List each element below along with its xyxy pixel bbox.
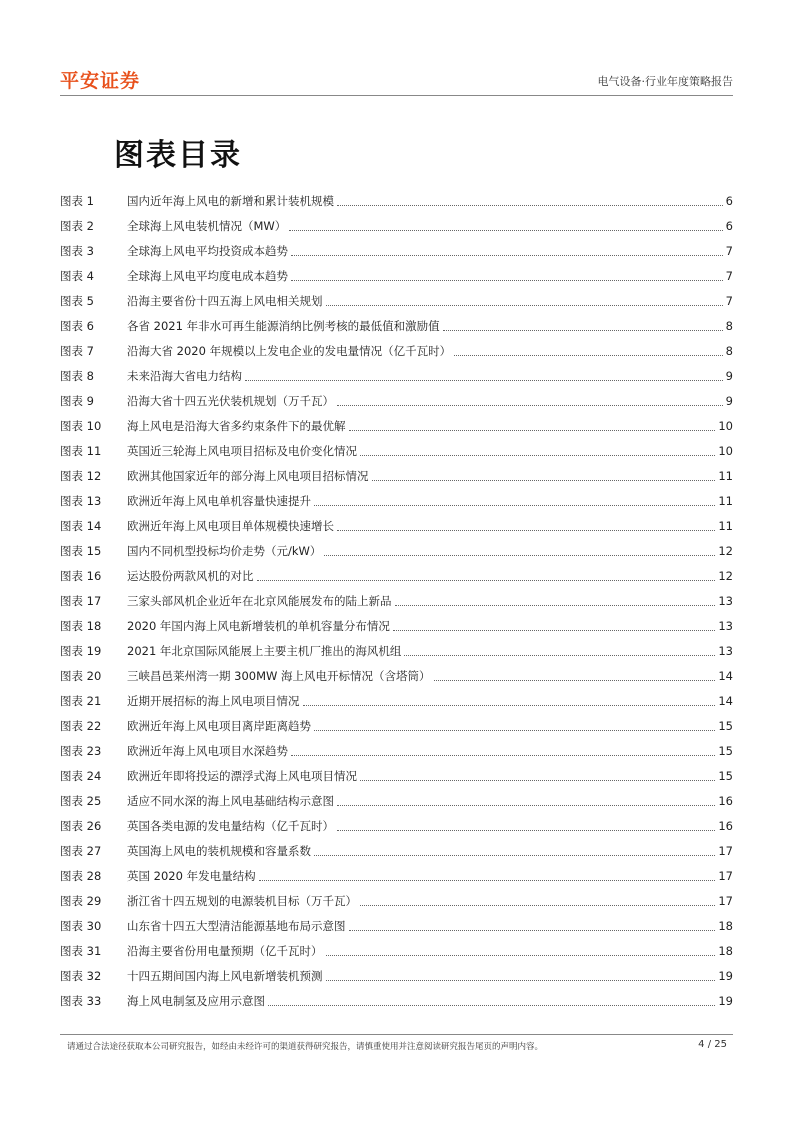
- toc-entry-page: 11: [718, 493, 733, 508]
- footer-divider: [60, 1034, 733, 1035]
- toc-dot-leader: [326, 954, 716, 956]
- toc-entry-label: 图表 23: [60, 743, 102, 758]
- toc-entry-label: 图表 16: [60, 568, 102, 583]
- toc-entry[interactable]: [60, 488, 733, 513]
- toc-dot-leader: [289, 229, 722, 231]
- toc-dot-leader: [337, 804, 715, 806]
- toc-dot-leader: [337, 829, 715, 831]
- toc-entry[interactable]: [60, 738, 733, 763]
- toc-entry-page: 18: [718, 943, 733, 958]
- toc-entry-label: 图表 25: [60, 793, 102, 808]
- toc-entry-title: 全球海上风电平均度电成本趋势: [127, 268, 288, 283]
- toc-entry[interactable]: [60, 863, 733, 888]
- toc-entry[interactable]: [60, 813, 733, 838]
- toc-entry-page: 15: [718, 768, 733, 783]
- toc-entry-label: 图表 11: [60, 443, 102, 458]
- toc-entry-title: 各省 2021 年非水可再生能源消纳比例考核的最低值和激励值: [127, 318, 440, 333]
- toc-entry[interactable]: [60, 688, 733, 713]
- toc-entry[interactable]: [60, 613, 733, 638]
- toc-entry-label: 图表 14: [60, 518, 102, 533]
- toc-entry-page: 19: [718, 993, 733, 1008]
- toc-entry-title: 欧洲其他国家近年的部分海上风电项目招标情况: [127, 468, 369, 483]
- toc-dot-leader: [434, 679, 716, 681]
- toc-dot-leader: [443, 329, 723, 331]
- toc-dot-leader: [257, 579, 716, 581]
- toc-dot-leader: [349, 429, 716, 431]
- toc-entry-page: 10: [718, 418, 733, 433]
- toc-entry-label: 图表 10: [60, 418, 102, 433]
- toc-entry-title: 沿海主要省份十四五海上风电相关规划: [127, 293, 323, 308]
- toc-entry-page: 15: [718, 743, 733, 758]
- toc-entry[interactable]: [60, 463, 733, 488]
- toc-entry-title: 沿海大省 2020 年规模以上发电企业的发电量情况（亿千瓦时）: [127, 343, 452, 358]
- toc-entry-page: 17: [718, 868, 733, 883]
- toc-dot-leader: [314, 504, 715, 506]
- toc-entry-page: 19: [718, 968, 733, 983]
- toc-dot-leader: [291, 279, 723, 281]
- toc-entry[interactable]: [60, 288, 733, 313]
- toc-entry-title: 国内不同机型投标均价走势（元/kW）: [127, 543, 322, 558]
- toc-entry-title: 英国 2020 年发电量结构: [127, 868, 256, 883]
- toc-dot-leader: [360, 454, 715, 456]
- toc-entry-label: 图表 18: [60, 618, 102, 633]
- toc-entry-title: 适应不同水深的海上风电基础结构示意图: [127, 793, 334, 808]
- toc-entry-page: 16: [718, 793, 733, 808]
- toc-entry-page: 8: [725, 343, 733, 358]
- toc-entry-page: 6: [725, 193, 733, 208]
- toc-entry[interactable]: [60, 763, 733, 788]
- toc-entry-title: 欧洲近年海上风电项目水深趋势: [127, 743, 288, 758]
- toc-entry-page: 9: [725, 393, 733, 408]
- toc-entry-label: 图表 31: [60, 943, 102, 958]
- toc-dot-leader: [337, 404, 723, 406]
- toc-entry-title: 2021 年北京国际风能展上主要主机厂推出的海风机组: [127, 643, 402, 658]
- toc-entry-page: 18: [718, 918, 733, 933]
- toc-entry-title: 未来沿海大省电力结构: [127, 368, 242, 383]
- toc-dot-leader: [395, 604, 716, 606]
- toc-dot-leader: [245, 379, 723, 381]
- toc-entry-label: 图表 28: [60, 868, 102, 883]
- toc-dot-leader: [314, 729, 715, 731]
- toc-entry-page: 14: [718, 693, 733, 708]
- toc-entry-label: 图表 24: [60, 768, 102, 783]
- toc-entry-title: 全球海上风电装机情况（MW）: [127, 218, 287, 233]
- toc-entry-label: 图表 26: [60, 818, 102, 833]
- toc-dot-leader: [337, 529, 715, 531]
- toc-entry-page: 14: [718, 668, 733, 683]
- toc-entry-page: 11: [718, 468, 733, 483]
- report-type: 电气设备·行业年度策略报告: [597, 75, 733, 88]
- toc-entry-title: 海上风电是沿海大省多约束条件下的最优解: [127, 418, 346, 433]
- toc-entry-title: 国内近年海上风电的新增和累计装机规模: [127, 193, 334, 208]
- toc-entry[interactable]: [60, 888, 733, 913]
- toc-dot-leader: [291, 254, 723, 256]
- toc-dot-leader: [259, 879, 716, 881]
- toc-entry[interactable]: [60, 913, 733, 938]
- toc-entry-title: 山东省十四五大型清洁能源基地布局示意图: [127, 918, 346, 933]
- toc-entry[interactable]: [60, 363, 733, 388]
- toc-entry-label: 图表 22: [60, 718, 102, 733]
- page-number: 4 / 25: [698, 1039, 727, 1050]
- toc-entry-label: 图表 3: [60, 243, 94, 258]
- toc-entry[interactable]: [60, 663, 733, 688]
- toc-entry[interactable]: [60, 313, 733, 338]
- page-title: 图表目录: [114, 138, 242, 173]
- toc-dot-leader: [326, 304, 723, 306]
- toc-entry-page: 7: [725, 243, 733, 258]
- toc-entry[interactable]: [60, 188, 733, 213]
- toc-entry[interactable]: [60, 213, 733, 238]
- toc-dot-leader: [324, 554, 715, 556]
- toc-entry-page: 13: [718, 593, 733, 608]
- toc-entry-page: 10: [718, 443, 733, 458]
- toc-entry-label: 图表 29: [60, 893, 102, 908]
- toc-entry-title: 欧洲近年海上风电项目离岸距离趋势: [127, 718, 311, 733]
- toc-entry-page: 17: [718, 893, 733, 908]
- toc-entry-title: 十四五期间国内海上风电新增装机预测: [127, 968, 323, 983]
- toc-entry-label: 图表 4: [60, 268, 94, 283]
- toc-entry-title: 英国近三轮海上风电项目招标及电价变化情况: [127, 443, 357, 458]
- toc-entry-label: 图表 2: [60, 218, 94, 233]
- toc-entry-label: 图表 1: [60, 193, 94, 208]
- toc-entry[interactable]: [60, 638, 733, 663]
- toc-entry-title: 三峡昌邑莱州湾一期 300MW 海上风电开标情况（含塔筒）: [127, 668, 431, 683]
- toc-entry-title: 全球海上风电平均投资成本趋势: [127, 243, 288, 258]
- toc-dot-leader: [393, 629, 715, 631]
- toc-entry-page: 7: [725, 293, 733, 308]
- toc-dot-leader: [337, 204, 723, 206]
- toc-dot-leader: [360, 904, 715, 906]
- toc-dot-leader: [268, 1004, 715, 1006]
- toc-entry-title: 欧洲近年即将投运的漂浮式海上风电项目情况: [127, 768, 357, 783]
- toc-entry[interactable]: [60, 538, 733, 563]
- toc-entry-label: 图表 8: [60, 368, 94, 383]
- toc-dot-leader: [291, 754, 715, 756]
- company-logo: 平安证券: [60, 70, 141, 92]
- toc-entry-title: 欧洲近年海上风电项目单体规模快速增长: [127, 518, 334, 533]
- toc-entry-title: 运达股份两款风机的对比: [127, 568, 254, 583]
- toc-dot-leader: [360, 779, 715, 781]
- toc-entry-page: 13: [718, 643, 733, 658]
- toc-entry-title: 浙江省十四五规划的电源装机目标（万千瓦）: [127, 893, 357, 908]
- toc-entry[interactable]: [60, 263, 733, 288]
- toc-entry-page: 13: [718, 618, 733, 633]
- footer-disclaimer: 请通过合法途径获取本公司研究报告，如经由未经许可的渠道获得研究报告，请慎重使用并注意阅读研究报告尾页的声明内容。: [67, 1042, 544, 1052]
- toc-entry[interactable]: [60, 238, 733, 263]
- toc-entry-label: 图表 15: [60, 543, 102, 558]
- toc-entry-title: 沿海主要省份用电量预期（亿千瓦时）: [127, 943, 323, 958]
- toc-entry-label: 图表 13: [60, 493, 102, 508]
- toc-entry[interactable]: [60, 963, 733, 988]
- toc-dot-leader: [349, 929, 716, 931]
- toc-entry-label: 图表 17: [60, 593, 102, 608]
- toc-entry[interactable]: [60, 413, 733, 438]
- toc-entry-page: 6: [725, 218, 733, 233]
- toc-entry-title: 三家头部风机企业近年在北京风能展发布的陆上新品: [127, 593, 392, 608]
- toc-entry-label: 图表 20: [60, 668, 102, 683]
- toc-entry-label: 图表 33: [60, 993, 102, 1008]
- toc-entry[interactable]: [60, 988, 733, 1013]
- toc-dot-leader: [404, 654, 715, 656]
- toc-dot-leader: [326, 979, 716, 981]
- toc-entry-title: 2020 年国内海上风电新增装机的单机容量分布情况: [127, 618, 390, 633]
- toc-entry[interactable]: [60, 338, 733, 363]
- toc-entry-title: 沿海大省十四五光伏装机规划（万千瓦）: [127, 393, 334, 408]
- toc-entry[interactable]: [60, 563, 733, 588]
- header-divider: [60, 95, 733, 96]
- toc-entry-label: 图表 5: [60, 293, 94, 308]
- toc-entry-page: 15: [718, 718, 733, 733]
- toc-entry[interactable]: [60, 588, 733, 613]
- toc-entry[interactable]: [60, 438, 733, 463]
- toc-entry-title: 海上风电制氢及应用示意图: [127, 993, 265, 1008]
- toc-entry-label: 图表 32: [60, 968, 102, 983]
- toc-entry-label: 图表 12: [60, 468, 102, 483]
- toc-entry-label: 图表 9: [60, 393, 94, 408]
- toc-entry-label: 图表 21: [60, 693, 102, 708]
- toc-dot-leader: [303, 704, 716, 706]
- toc-list: [60, 188, 733, 1013]
- toc-entry[interactable]: [60, 788, 733, 813]
- toc-entry-label: 图表 30: [60, 918, 102, 933]
- toc-entry-page: 7: [725, 268, 733, 283]
- toc-entry-label: 图表 27: [60, 843, 102, 858]
- toc-entry[interactable]: [60, 938, 733, 963]
- toc-entry-label: 图表 6: [60, 318, 94, 333]
- toc-entry[interactable]: [60, 388, 733, 413]
- toc-entry-page: 12: [718, 568, 733, 583]
- toc-entry-page: 8: [725, 318, 733, 333]
- toc-dot-leader: [372, 479, 716, 481]
- toc-entry[interactable]: [60, 513, 733, 538]
- toc-entry-page: 11: [718, 518, 733, 533]
- toc-dot-leader: [314, 854, 715, 856]
- toc-entry-title: 英国各类电源的发电量结构（亿千瓦时）: [127, 818, 334, 833]
- toc-entry-label: 图表 19: [60, 643, 102, 658]
- toc-entry-title: 近期开展招标的海上风电项目情况: [127, 693, 300, 708]
- toc-entry-page: 17: [718, 843, 733, 858]
- toc-entry-page: 16: [718, 818, 733, 833]
- toc-entry-label: 图表 7: [60, 343, 94, 358]
- toc-entry-page: 9: [725, 368, 733, 383]
- toc-entry-page: 12: [718, 543, 733, 558]
- toc-entry[interactable]: [60, 838, 733, 863]
- toc-dot-leader: [454, 354, 723, 356]
- toc-entry-title: 欧洲近年海上风电单机容量快速提升: [127, 493, 311, 508]
- toc-entry-title: 英国海上风电的装机规模和容量系数: [127, 843, 311, 858]
- toc-entry[interactable]: [60, 713, 733, 738]
